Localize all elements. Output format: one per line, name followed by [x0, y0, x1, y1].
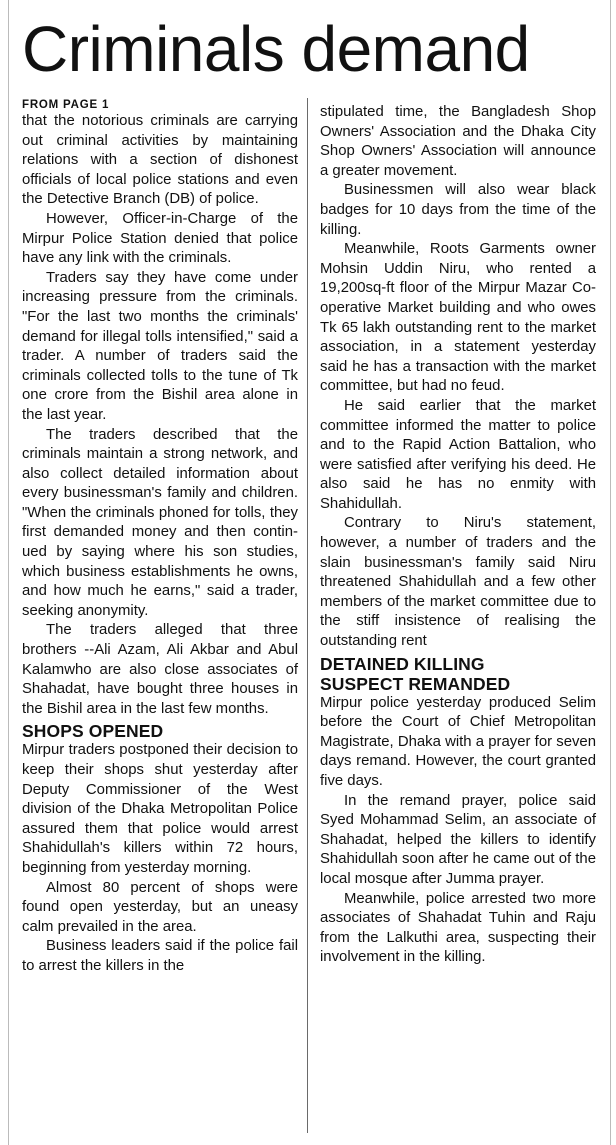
- article-paragraph: that the notorious criminals are carrying out criminal activities by maintaining relations with a section of dishonest officials of local police stations and even the Detective Branch (DB) of police.: [22, 113, 298, 208]
- page-edge-right: [610, 0, 611, 1145]
- article-paragraph: stipulated time, the Bangladesh Shop Owners' Association and the Dhaka City Shop Owners' Association will announce a greater movement.: [320, 104, 596, 179]
- article-paragraph: Business leaders said if the police fail to arrest the killers in the: [22, 938, 298, 974]
- right-column: [320, 103, 596, 968]
- continued-from-kicker: FROM PAGE 1: [22, 99, 110, 111]
- headline: Criminals demand: [22, 13, 530, 85]
- subhead-shops-opened: SHOPS OPENED: [22, 721, 164, 742]
- page-edge-left: [8, 0, 9, 1145]
- article-paragraph: In the remand prayer, police said Syed Mohammad Selim, an associate of Shahadat, helped the killers to identify Shahidullah soon after he came out of the local mosque after Jumma prayer.: [320, 792, 596, 887]
- subhead-detained-line2: SUSPECT REMANDED: [320, 673, 511, 694]
- article-paragraph: Mirpur police yesterday produced Selim before the Court of Chief Metropolitan Magistrate, Dhaka with a prayer for seven days remand. However, the court granted five days.: [320, 694, 596, 789]
- article-paragraph: Meanwhile, Roots Garments owner Mohsin Uddin Niru, who rented a 19,200sq-ft floor of the Mirpur Mazar Co-operative Market building and who owes Tk 65 lakh outstanding rent to the market association, in a statement yesterday said he has a transaction with the market committee, but had no feud.: [320, 241, 596, 395]
- article-paragraph: Meanwhile, police arrested two more associates of Shahadat Tuhin and Raju from the Lalkuthi area, suspecting their involvement in the killing.: [320, 890, 596, 966]
- article-paragraph: The traders alleged that three brothers --Ali Azam, Ali Akbar and Abul Kalamwho are also close associates of Shahadat, have bought three houses in the Bishil area in the last few months.: [22, 622, 298, 717]
- article-paragraph: The traders described that the criminals maintain a strong network, and also collect detailed information about every businessman's family and children. "When the criminals phoned for tolls, they first demanded money and then continued by saying where his son studies, which business establishments he owns, and how much he earns," said a trader, seeking anonymity.: [22, 426, 298, 619]
- article-paragraph: Mirpur traders postponed their decision to keep their shops shut yesterday after Deputy Commissioner of the West division of the Dhaka Metropolitan Police assured them that police would arrest Shahidullah's killers within 72 hours, beginning from yesterday morning.: [22, 742, 298, 876]
- article-paragraph: Contrary to Niru's statement, however, a number of traders and the slain businessman's family said Niru threatened Shahidullah and a few other members of the market committee due to the stiff insistence of realising the outstanding rent: [320, 515, 596, 650]
- left-column: [22, 98, 298, 977]
- article-paragraph: However, Officer-in-Charge of the Mirpur Police Station denied that police have any link with the criminals.: [22, 210, 298, 267]
- article-paragraph: Businessmen will also wear black badges for 10 days from the time of the killing.: [320, 182, 596, 238]
- article-paragraph: He said earlier that the market committee informed the matter to police and to the Rapid Action Battalion, who were satisfied after verifying his deed. He also said he has no enmity with Shahidullah.: [320, 397, 596, 512]
- subhead-detained-line1: DETAINED KILLING: [320, 653, 485, 674]
- column-divider: [307, 98, 308, 1133]
- article-paragraph: Almost 80 percent of shops were found open yesterday, but an uneasy calm prevailed in the area.: [22, 879, 298, 935]
- article-paragraph: Traders say they have come under increasing pressure from the criminals. "For the last two months the criminals' demand for illegal tolls intensified," said a trader. A number of traders said the criminals collected tolls to the tune of Tk one crore from the Bishil area alone in the last year.: [22, 269, 298, 423]
